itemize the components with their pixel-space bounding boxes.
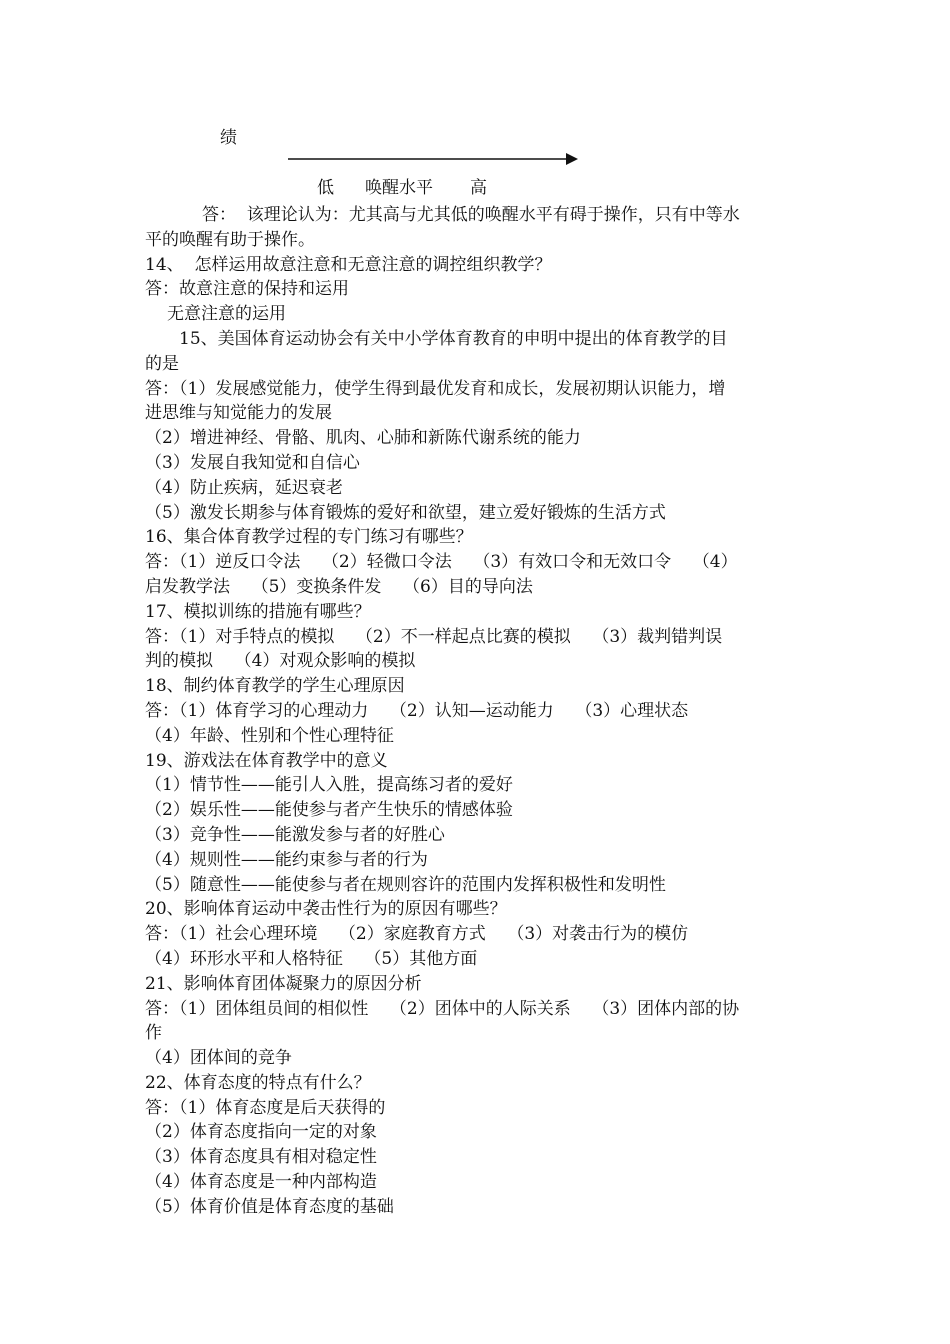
text-line: 答：（1）体育学习的心理动力 （2）认知—运动能力 （3）心理状态	[145, 700, 689, 721]
text-line: 14、 怎样运用故意注意和无意注意的调控组织教学？	[145, 254, 552, 275]
text-line: （5）随意性——能使参与者在规则容许的范围内发挥积极性和发明性	[145, 874, 666, 895]
text-line: 19、游戏法在体育教学中的意义	[145, 750, 388, 771]
text-line: （3）发展自我知觉和自信心	[145, 452, 360, 473]
text-line: （2）体育态度指向一定的对象	[145, 1122, 377, 1143]
text-line: 无意注意的运用	[167, 304, 286, 325]
text-line: （2）增进神经、骨骼、肌肉、心肺和新陈代谢系统的能力	[145, 428, 581, 449]
text-line: 22、体育态度的特点有什么？	[145, 1072, 371, 1093]
text-line: （4）年龄、性别和个性心理特征	[145, 725, 394, 746]
text-line: （4）防止疾病，延迟衰老	[145, 477, 343, 498]
figure-x-low: 低	[317, 178, 334, 198]
text-line: 平的唤醒有助于操作。	[145, 229, 315, 250]
text-line: （2）娱乐性——能使参与者产生快乐的情感体验	[145, 800, 513, 821]
text-line: 17、模拟训练的措施有哪些？	[145, 601, 371, 622]
text-line: 18、制约体育教学的学生心理原因	[145, 676, 405, 697]
figure-y-label: 绩	[220, 128, 237, 148]
text-body	[145, 203, 810, 1220]
figure-x-label: 唤醒水平	[365, 178, 433, 198]
text-line: 21、影响体育团体凝聚力的原因分析	[145, 973, 422, 994]
text-line: 答：（1）体育态度是后天获得的	[145, 1097, 386, 1118]
figure-x-high: 高	[470, 178, 487, 198]
text-line: 作	[145, 1023, 162, 1044]
text-line: 进思维与知觉能力的发展	[145, 403, 332, 424]
text-line: 的是	[145, 353, 179, 374]
text-line: 答：（1）发展感觉能力，使学生得到最优发育和成长，发展初期认识能力，增	[145, 378, 726, 399]
text-line: 15、美国体育运动协会有关中小学体育教育的申明中提出的体育教学的目	[179, 328, 728, 349]
text-line: 答：（1）对手特点的模拟 （2）不一样起点比赛的模拟 （3）裁判错判误	[145, 626, 723, 647]
text-line: （4）规则性——能约束参与者的行为	[145, 849, 428, 870]
text-line: （3）竞争性——能激发参与者的好胜心	[145, 824, 445, 845]
text-line: 判的模拟 （4）对观众影响的模拟	[145, 651, 416, 672]
text-line: 答：（1）逆反口令法 （2）轻微口令法 （3）有效口令和无效口令 （4）	[145, 552, 738, 573]
text-line: （4）环形水平和人格特征 （5）其他方面	[145, 948, 478, 969]
text-line: （5）体育价值是体育态度的基础	[145, 1196, 394, 1217]
text-line: 20、影响体育运动中袭击性行为的原因有哪些？	[145, 899, 507, 920]
text-line: 答：（1）社会心理环境 （2）家庭教育方式 （3）对袭击行为的模仿	[145, 924, 689, 945]
text-line: （4）体育态度是一种内部构造	[145, 1172, 377, 1193]
text-line: 答：（1）团体组员间的相似性 （2）团体中的人际关系 （3）团体内部的协	[145, 998, 740, 1019]
text-line: （5）激发长期参与体育锻炼的爱好和欲望，建立爱好锻炼的生活方式	[145, 502, 666, 523]
text-line: 启发教学法 （5）变换条件发 （6）目的导向法	[145, 576, 533, 597]
text-line: 答： 该理论认为：尤其高与尤其低的唤醒水平有碍于操作，只有中等水	[202, 205, 740, 225]
x-axis-arrow	[288, 150, 580, 168]
text-line: 16、集合体育教学过程的专门练习有哪些？	[145, 527, 473, 548]
text-line: （3）体育态度具有相对稳定性	[145, 1147, 377, 1168]
text-line: 答：故意注意的保持和运用	[145, 279, 349, 300]
text-line: （1）情节性——能引人入胜，提高练习者的爱好	[145, 775, 513, 796]
text-line: （4）团体间的竞争	[145, 1048, 292, 1069]
